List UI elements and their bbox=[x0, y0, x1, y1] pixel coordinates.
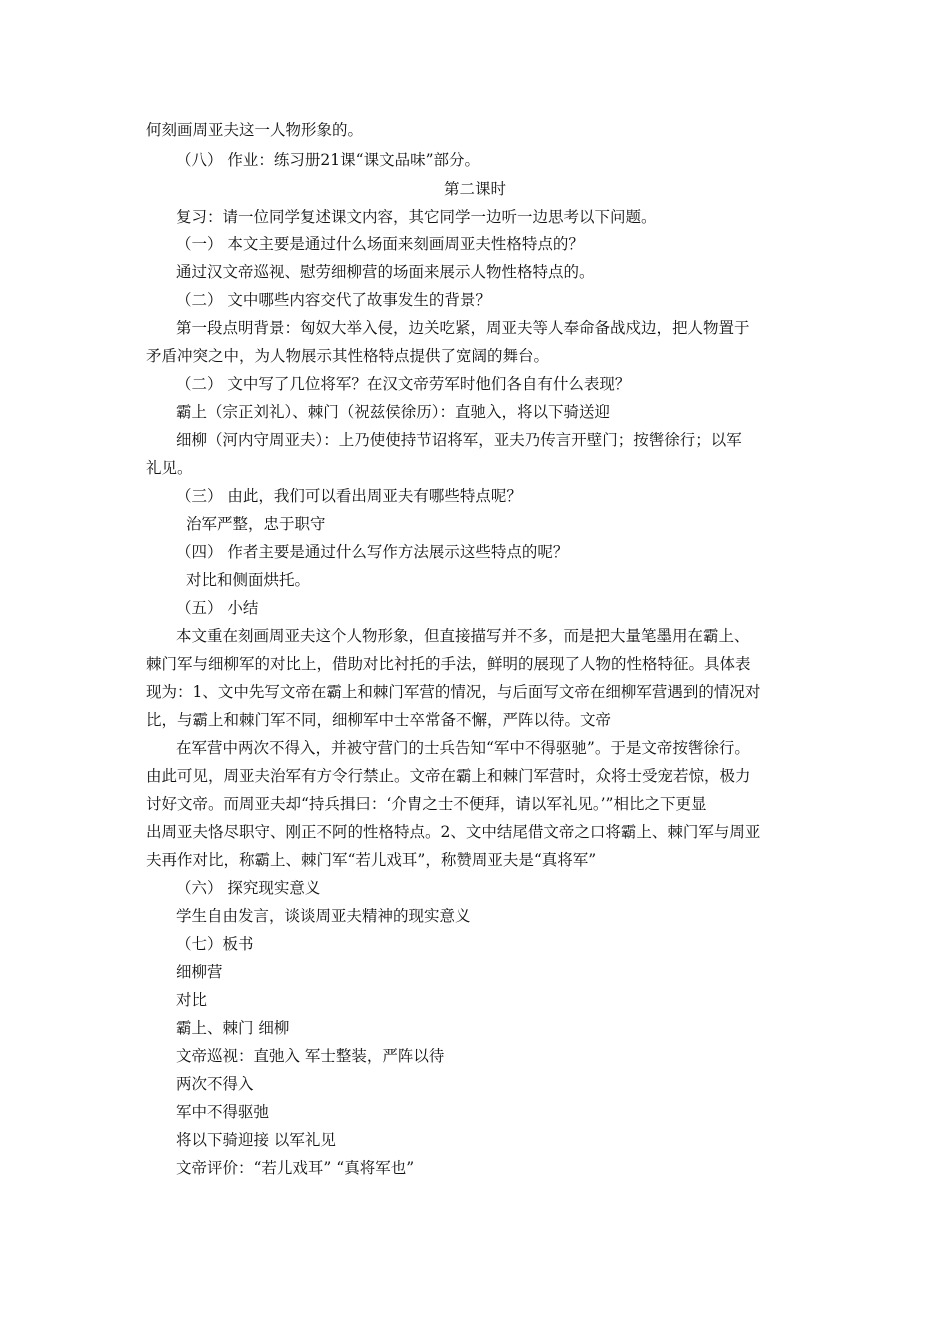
text-line: 军中不得驱弛 bbox=[176, 1103, 270, 1121]
text-line: 复习：请一位同学复述课文内容，其它同学一边听一边思考以下问题。 bbox=[176, 208, 657, 226]
text-line: （八） 作业：练习册21课“课文品味”部分。 bbox=[176, 151, 480, 169]
text-line: 通过汉文帝巡视、慰劳细柳营的场面来展示人物性格特点的。 bbox=[176, 263, 595, 281]
text-line: 棘门军与细柳军的对比上，借助对比衬托的手法，鲜明的展现了人物的性格特征。具体表 bbox=[146, 655, 751, 673]
text-line: （六） 探究现实意义 bbox=[176, 879, 321, 897]
text-line: 将以下骑迎接 以军礼见 bbox=[176, 1131, 336, 1149]
text-line: 比，与霸上和棘门军不同，细柳军中士卒常备不懈，严阵以待。文帝 bbox=[146, 711, 612, 729]
text-line: 在军营中两次不得入，并被守营门的士兵告知“军中不得驱驰”。于是文帝按辔徐行。 bbox=[176, 739, 750, 757]
text-line: 两次不得入 bbox=[176, 1075, 254, 1093]
text-line: 文帝评价：“若儿戏耳” “真将军也” bbox=[176, 1159, 415, 1177]
text-line: 本文重在刻画周亚夫这个人物形象，但直接描写并不多，而是把大量笔墨用在霸上、 bbox=[176, 627, 750, 645]
text-line: （三） 由此，我们可以看出周亚夫有哪些特点呢？ bbox=[176, 487, 522, 505]
text-line: 夫再作对比，称霸上、棘门军“若儿戏耳”，称赞周亚夫是“真将军” bbox=[146, 851, 597, 869]
text-line: 霸上、棘门 细柳 bbox=[176, 1019, 290, 1037]
text-line: 细柳营 bbox=[176, 963, 223, 981]
text-line: 现为：1、文中先写文帝在霸上和棘门军营的情况，与后面写文帝在细柳军营遇到的情况对 bbox=[146, 683, 761, 701]
text-line: 由此可见，周亚夫治军有方令行禁止。文帝在霸上和棘门军营时，众将士受宠若惊，极力 bbox=[146, 767, 751, 785]
text-line: 矛盾冲突之中，为人物展示其性格特点提供了宽阔的舞台。 bbox=[146, 347, 550, 365]
text-line: 学生自由发言，谈谈周亚夫精神的现实意义 bbox=[176, 907, 471, 925]
text-line: （二） 文中写了几位将军？在汉文帝劳军时他们各自有什么表现？ bbox=[176, 375, 631, 393]
text-line: （五） 小结 bbox=[176, 599, 259, 617]
text-line: 何刻画周亚夫这一人物形象的。 bbox=[146, 121, 364, 139]
text-line: 细柳（河内守周亚夫）：上乃使使持节诏将军，亚夫乃传言开壁门；按辔徐行；以军 bbox=[176, 431, 742, 449]
text-line: 对比 bbox=[176, 991, 208, 1009]
text-line: 第一段点明背景：匈奴大举入侵，边关吃紧，周亚夫等人奉命备战戍边，把人物置于 bbox=[176, 319, 750, 337]
text-line: 文帝巡视：直弛入 军士整装，严阵以待 bbox=[176, 1047, 445, 1065]
text-line: 礼见。 bbox=[146, 459, 193, 477]
text-line: 霸上（宗正刘礼）、棘门（祝兹侯徐历）：直驰入，将以下骑送迎 bbox=[176, 403, 611, 421]
text-line: 治军严整，忠于职守 bbox=[186, 515, 326, 533]
section-heading: 第二课时 bbox=[443, 180, 506, 198]
text-line: （四） 作者主要是通过什么写作方法展示这些特点的呢？ bbox=[176, 543, 569, 561]
text-line: 讨好文帝。而周亚夫却“持兵揖曰：‘介胄之士不便拜，请以军礼见。’”相比之下更显 bbox=[146, 795, 707, 813]
text-line: （二） 文中哪些内容交代了故事发生的背景？ bbox=[176, 291, 491, 309]
text-line: 对比和侧面烘托。 bbox=[186, 571, 311, 589]
text-line: 出周亚夫恪尽职守、刚正不阿的性格特点。2、文中结尾借文帝之口将霸上、棘门军与周亚 bbox=[146, 823, 761, 841]
text-line: （一） 本文主要是通过什么场面来刻画周亚夫性格特点的？ bbox=[176, 235, 584, 253]
text-line: （七）板书 bbox=[176, 935, 254, 953]
